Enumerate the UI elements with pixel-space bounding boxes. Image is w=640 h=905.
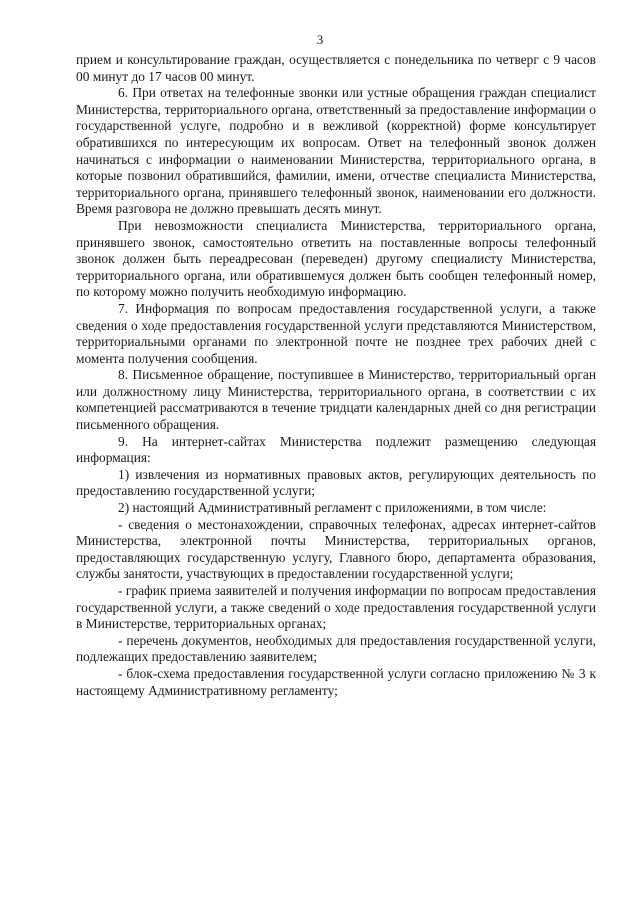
list-item: - блок-схема предоставления государственной услуги согласно приложению № 3 к настоящему Административному регламенту; <box>76 665 596 698</box>
paragraph: 8. Письменное обращение, поступившее в Министерство, территориальный орган или должностному лицу Министерства, территориального органа, в соответствии с их компетенцией рассматриваются в течение тридцати календарных дней со дня регистрации письменного обращения. <box>76 367 596 433</box>
paragraph: 6. При ответах на телефонные звонки или устные обращения граждан специалист Министерства, территориального органа, ответственный за предоставление информации о государственной услуге, подробно и в вежливой (корректной) форме консультирует обратившихся по интересующим их вопросам. Ответ на телефонный звонок должен начинаться с информации о наименовании Министерства, территориального органа, в которые позвонил обратившийся, фамилии, имени, отчестве специалиста Министерства, территориального органа, принявшего телефонный звонок, наименовании его должности. Время разговора не должно превышать десять минут. <box>76 85 596 217</box>
paragraph: 7. Информация по вопросам предоставления государственной услуги, а также сведения о ходе предоставления государственной услуги представляются Министерством, территориальными органами по электронной почте не позднее трех рабочих дней с момента получения сообщения. <box>76 300 596 366</box>
paragraph: 9. На интернет-сайтах Министерства подлежит размещению следующая информация: <box>76 433 596 466</box>
paragraph: При невозможности специалиста Министерства, территориального органа, принявшего звонок, самостоятельно ответить на поставленные вопросы телефонный звонок должен быть переадресован (переведен) другому специалисту Министерства, территориального органа, или обратившемуся должен быть сообщен телефонный номер, по которому можно получить необходимую информацию. <box>76 217 596 300</box>
list-item: 2) настоящий Административный регламент с приложениями, в том числе: <box>118 500 547 516</box>
list-item: 1) извлечения из нормативных правовых актов, регулирующих деятельность по предоставлению государственной услуги; <box>76 466 596 499</box>
body-text <box>76 52 596 699</box>
page-number: 3 <box>316 32 324 47</box>
paragraph: прием и консультирование граждан, осуществляется с понедельника по четверг с 9 часов 00 минут до 17 часов 00 минут. <box>76 52 596 84</box>
list-item: - сведения о местонахождении, справочных телефонах, адресах интернет-сайтов Министерства, электронной почты Министерства, территориальных органов, предоставляющих государственную услугу, Главного бюро, департамента образования, службы занятости, участвующих в предоставлении государственной услуги; <box>76 516 596 582</box>
list-item: - график приема заявителей и получения информации по вопросам предоставления государственной услуги, а также сведений о ходе предоставления государственной услуги в Министерстве, территориальных органах; <box>76 583 596 632</box>
list-item: - перечень документов, необходимых для предоставления государственной услуги, подлежащих предоставлению заявителем; <box>76 632 596 665</box>
